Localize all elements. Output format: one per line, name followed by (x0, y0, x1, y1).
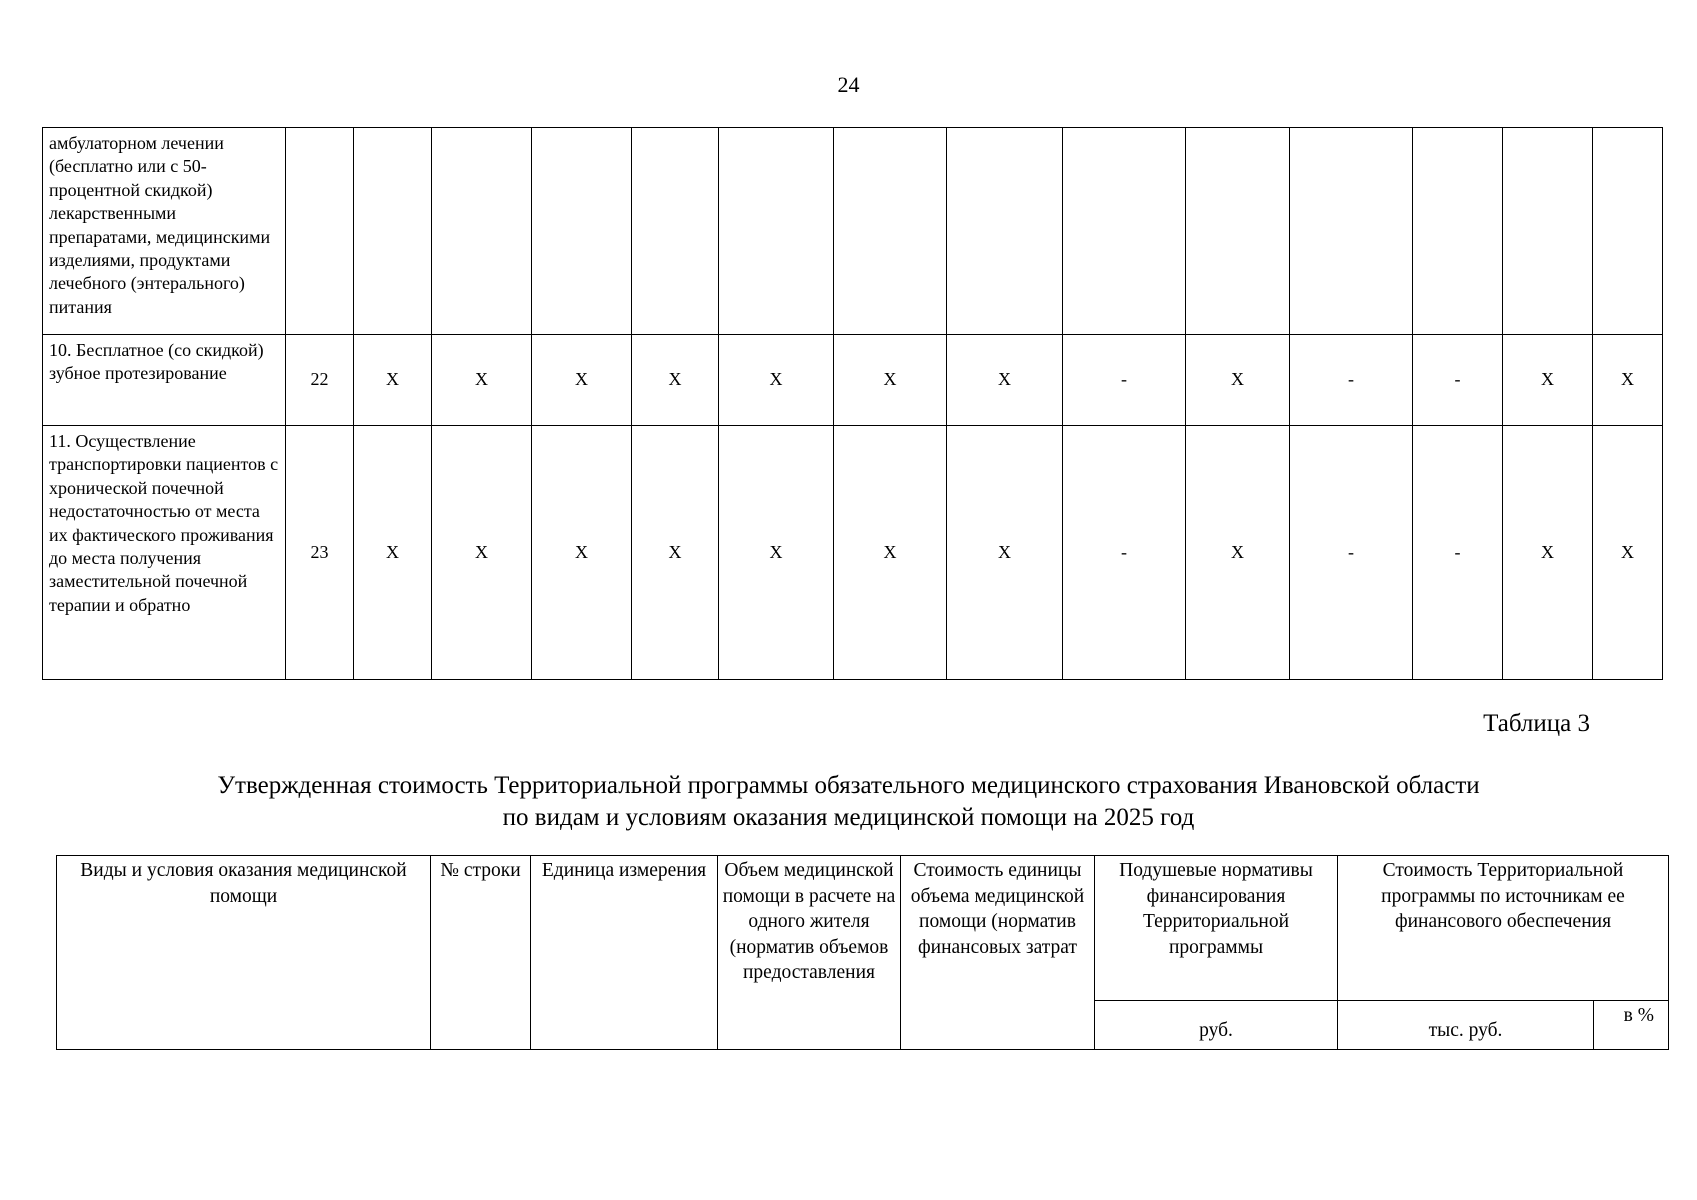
table-cell: X (947, 335, 1063, 426)
table-cell (432, 128, 532, 335)
header-row-number: № строки (431, 856, 531, 1050)
table-cell (1503, 128, 1593, 335)
table-cell: X (432, 426, 532, 680)
table-cell: X (1503, 426, 1593, 680)
table-cell: X (354, 426, 432, 680)
table-row (43, 335, 1663, 426)
table-cell (1290, 128, 1413, 335)
table-cell: X (354, 335, 432, 426)
header-rub: руб. (1095, 1001, 1338, 1050)
table-3-title-line-2: по видам и условиям оказания медицинской помощи на 2025 год (502, 804, 1195, 831)
table-cell: - (1290, 335, 1413, 426)
table-cell: X (719, 426, 834, 680)
table-cell: 22 (286, 335, 354, 426)
table-cell: X (1503, 335, 1593, 426)
header-per-capita: Подушевые нормативы финансирования Территориальной программы (1095, 856, 1338, 1001)
table-cell (947, 128, 1063, 335)
table-cell: X (432, 335, 532, 426)
page-number: 24 (837, 72, 860, 97)
table-cell: X (719, 335, 834, 426)
table-cell (1063, 128, 1186, 335)
continuation-table (42, 127, 1663, 680)
table-cell (354, 128, 432, 335)
table-cell: X (632, 335, 719, 426)
table-cell: - (1063, 426, 1186, 680)
table-cell (286, 128, 354, 335)
table-cell: - (1413, 426, 1503, 680)
table-cell: X (834, 335, 947, 426)
table-cell: X (632, 426, 719, 680)
table-cell (1413, 128, 1503, 335)
table-cell: X (532, 426, 632, 680)
row-label: амбулаторном лечении (бесплатно или с 50-процентной скидкой) лекарственными препаратами, медицинскими изделиями, продуктами лечебного (энтерального) питания (43, 128, 286, 335)
table-cell: X (834, 426, 947, 680)
table-cell (632, 128, 719, 335)
table-3-label: Таблица 3 (1483, 710, 1590, 737)
row-label: 11. Осуществление транспортировки пациентов с хронической почечной недостаточностью от места их фактического проживания до места получения заместительной почечной терапии и обратно (43, 426, 286, 680)
table-cell (1186, 128, 1290, 335)
table-cell: - (1290, 426, 1413, 680)
table-cell: X (1593, 426, 1663, 680)
table-cell: - (1063, 335, 1186, 426)
table-cell: X (947, 426, 1063, 680)
table-cell (834, 128, 947, 335)
table-cell: X (1186, 335, 1290, 426)
table-row (43, 128, 1663, 335)
header-unit-cost: Стоимость единицы объема медицинской помощи (норматив финансовых затрат (901, 856, 1095, 1050)
header-program-cost: Стоимость Территориальной программы по источникам ее финансового обеспечения (1338, 856, 1669, 1001)
table-cell: - (1413, 335, 1503, 426)
row-label: 10. Бесплатное (со скидкой) зубное протезирование (43, 335, 286, 426)
header-thousand-rub: тыс. руб. (1338, 1001, 1594, 1050)
table-3-title (60, 770, 1637, 834)
table-row (43, 426, 1663, 680)
table-cell (532, 128, 632, 335)
header-unit: Единица измерения (531, 856, 718, 1050)
header-percent: в % (1594, 1001, 1669, 1050)
table-cell: X (532, 335, 632, 426)
table-cell: X (1186, 426, 1290, 680)
table-3-header (56, 855, 1669, 1050)
header-volume: Объем медицинской помощи в расчете на одного жителя (норматив объемов предоставления (718, 856, 901, 1050)
table-cell: X (1593, 335, 1663, 426)
table-cell: 23 (286, 426, 354, 680)
table-header-row (57, 856, 1669, 1001)
table-cell (1593, 128, 1663, 335)
table-3-title-line-1: Утвержденная стоимость Территориальной программы обязательного медицинского страхования Ивановской области (217, 772, 1480, 799)
table-cell (719, 128, 834, 335)
header-care-types: Виды и условия оказания медицинской помощи (57, 856, 431, 1050)
